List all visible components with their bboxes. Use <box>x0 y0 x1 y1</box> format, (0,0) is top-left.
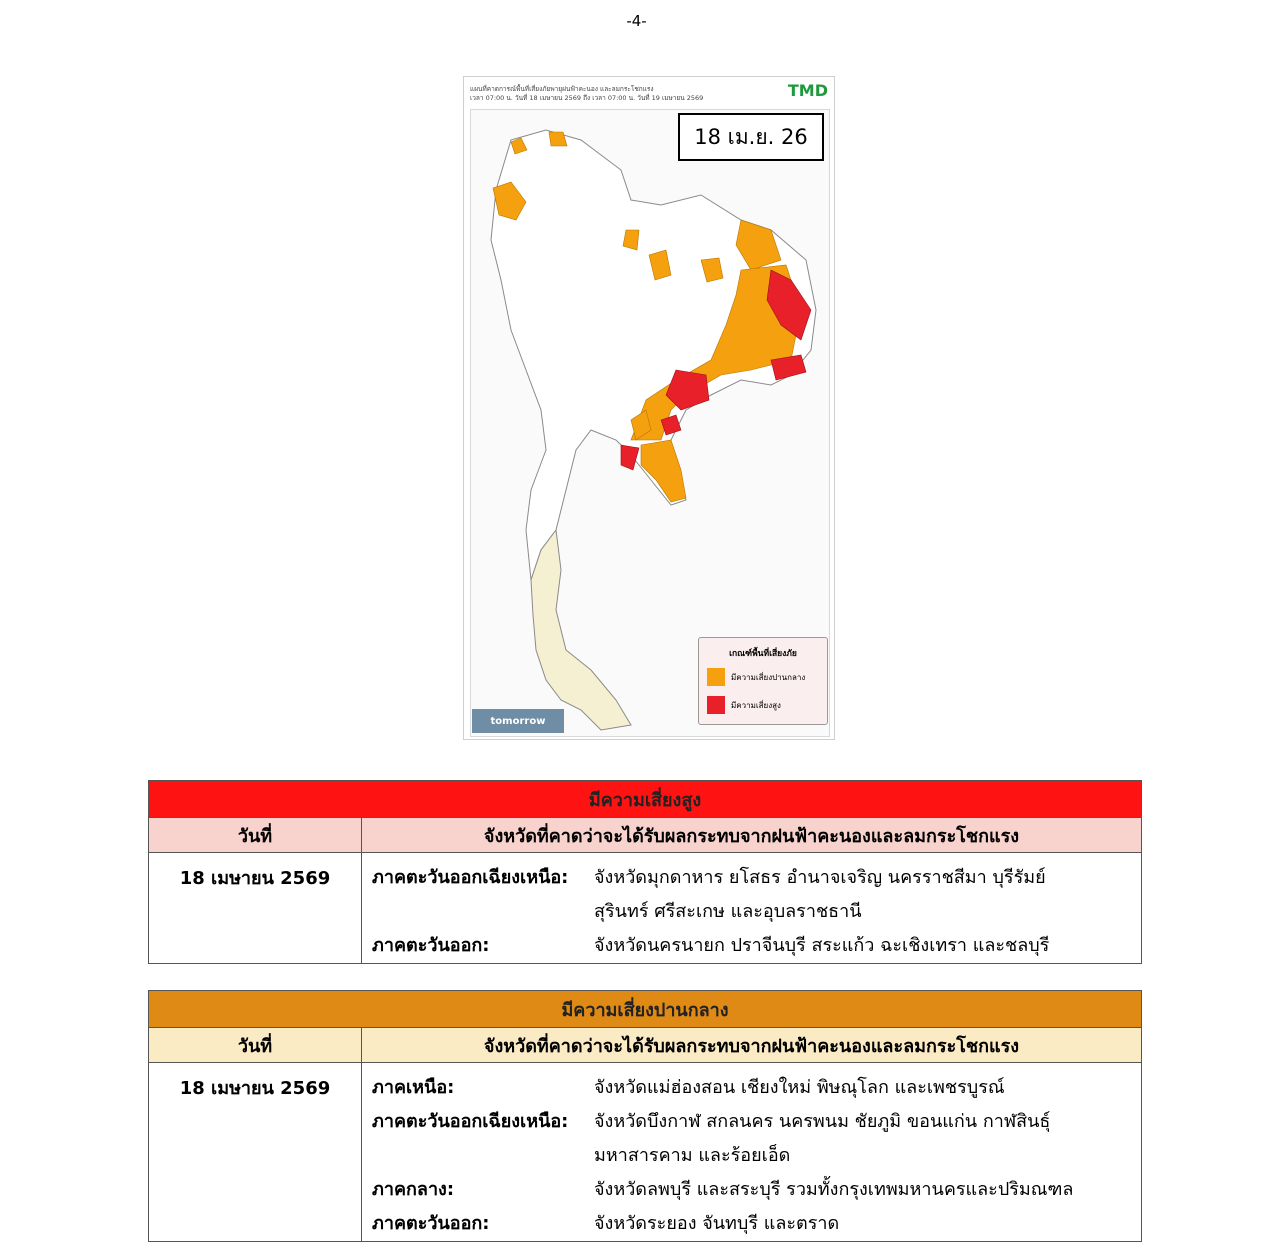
province-list: มหาสารคาม และร้อยเอ็ด <box>594 1145 791 1166</box>
list-item <box>372 929 1131 963</box>
medium-area-chiang-mai <box>549 132 567 146</box>
south-peninsula <box>531 530 631 730</box>
high-risk-table <box>148 780 1142 964</box>
list-item <box>372 1139 1131 1173</box>
province-list: สุรินทร์ ศรีสะเกษ และอุบลราชธานี <box>594 901 862 922</box>
table-row <box>149 853 1142 964</box>
medium-risk-col-date: วันที่ <box>149 1028 362 1063</box>
risk-map <box>463 76 835 740</box>
province-list: จังหวัดบึงกาฬ สกลนคร นครพนม ชัยภูมิ ขอนแก่น กาฬสินธุ์ <box>594 1111 1051 1132</box>
high-risk-provinces <box>362 853 1142 964</box>
region-label: ภาคตะวันออกเฉียงเหนือ: <box>372 867 569 888</box>
list-item <box>372 1105 1131 1139</box>
medium-risk-provinces <box>362 1063 1142 1242</box>
medium-risk-date: 18 เมษายน 2569 <box>149 1063 362 1242</box>
region-label: ภาคตะวันออก: <box>372 1213 490 1234</box>
legend-title: เกณฑ์พื้นที่เสี่ยงภัย <box>729 649 797 659</box>
map-header-line-2: เวลา 07:00 น. วันที่ 18 เมษายน 2569 ถึง เวลา 07:00 น. วันที่ 19 เมษายน 2569 <box>470 94 704 102</box>
list-item <box>372 1207 1131 1241</box>
legend-medium-label: มีความเสี่ยงปานกลาง <box>731 672 806 682</box>
page-number: -4- <box>626 12 647 30</box>
legend-high-label: มีความเสี่ยงสูง <box>731 700 781 710</box>
high-risk-col-date: วันที่ <box>149 818 362 853</box>
legend-medium-swatch <box>707 668 725 686</box>
tmd-logo: TMD <box>787 81 828 100</box>
medium-risk-table <box>148 990 1142 1242</box>
legend-high-swatch <box>707 696 725 714</box>
map-legend <box>698 637 828 725</box>
tomorrow-logo: tomorrow <box>472 709 564 733</box>
list-item <box>372 1173 1131 1207</box>
province-list: จังหวัดมุกดาหาร ยโสธร อำนาจเจริญ นครราชสีมา บุรีรัมย์ <box>594 867 1046 888</box>
list-item <box>372 1071 1131 1105</box>
region-label: ภาคตะวันออกเฉียงเหนือ: <box>372 1111 569 1132</box>
province-list: จังหวัดนครนายก ปราจีนบุรี สระแก้ว ฉะเชิงเทรา และชลบุรี <box>594 935 1050 956</box>
list-item <box>372 861 1131 895</box>
province-list: จังหวัดลพบุรี และสระบุรี รวมทั้งกรุงเทพมหานครและปริมณฑล <box>594 1179 1074 1200</box>
map-date-label: 18 เม.ย. 26 <box>678 113 824 161</box>
region-label: ภาคกลาง: <box>372 1179 455 1200</box>
region-label: ภาคเหนือ: <box>372 1077 455 1098</box>
region-label <box>372 895 594 929</box>
region-label <box>372 1139 594 1173</box>
legend-high <box>707 696 781 714</box>
list-item <box>372 895 1131 929</box>
medium-risk-header-row <box>149 1028 1142 1063</box>
high-risk-header-row <box>149 818 1142 853</box>
table-row <box>149 1063 1142 1242</box>
high-risk-title: มีความเสี่ยงสูง <box>149 781 1142 818</box>
map-header-line-1: แผนที่คาดการณ์พื้นที่เสี่ยงภัยพายุฝนฟ้าคะนอง และลมกระโชกแรง <box>470 85 654 93</box>
province-list: จังหวัดแม่ฮ่องสอน เชียงใหม่ พิษณุโลก และเพชรบูรณ์ <box>594 1077 1005 1098</box>
legend-medium <box>707 668 805 686</box>
high-risk-date: 18 เมษายน 2569 <box>149 853 362 964</box>
medium-risk-col-provinces: จังหวัดที่คาดว่าจะได้รับผลกระทบจากฝนฟ้าคะนองและลมกระโชกแรง <box>362 1028 1142 1063</box>
high-risk-col-provinces: จังหวัดที่คาดว่าจะได้รับผลกระทบจากฝนฟ้าคะนองและลมกระโชกแรง <box>362 818 1142 853</box>
province-list: จังหวัดระยอง จันทบุรี และตราด <box>594 1213 840 1234</box>
region-label: ภาคตะวันออก: <box>372 935 490 956</box>
map-header <box>470 85 760 103</box>
medium-risk-title: มีความเสี่ยงปานกลาง <box>149 991 1142 1028</box>
high-area-chon-buri <box>621 445 639 470</box>
